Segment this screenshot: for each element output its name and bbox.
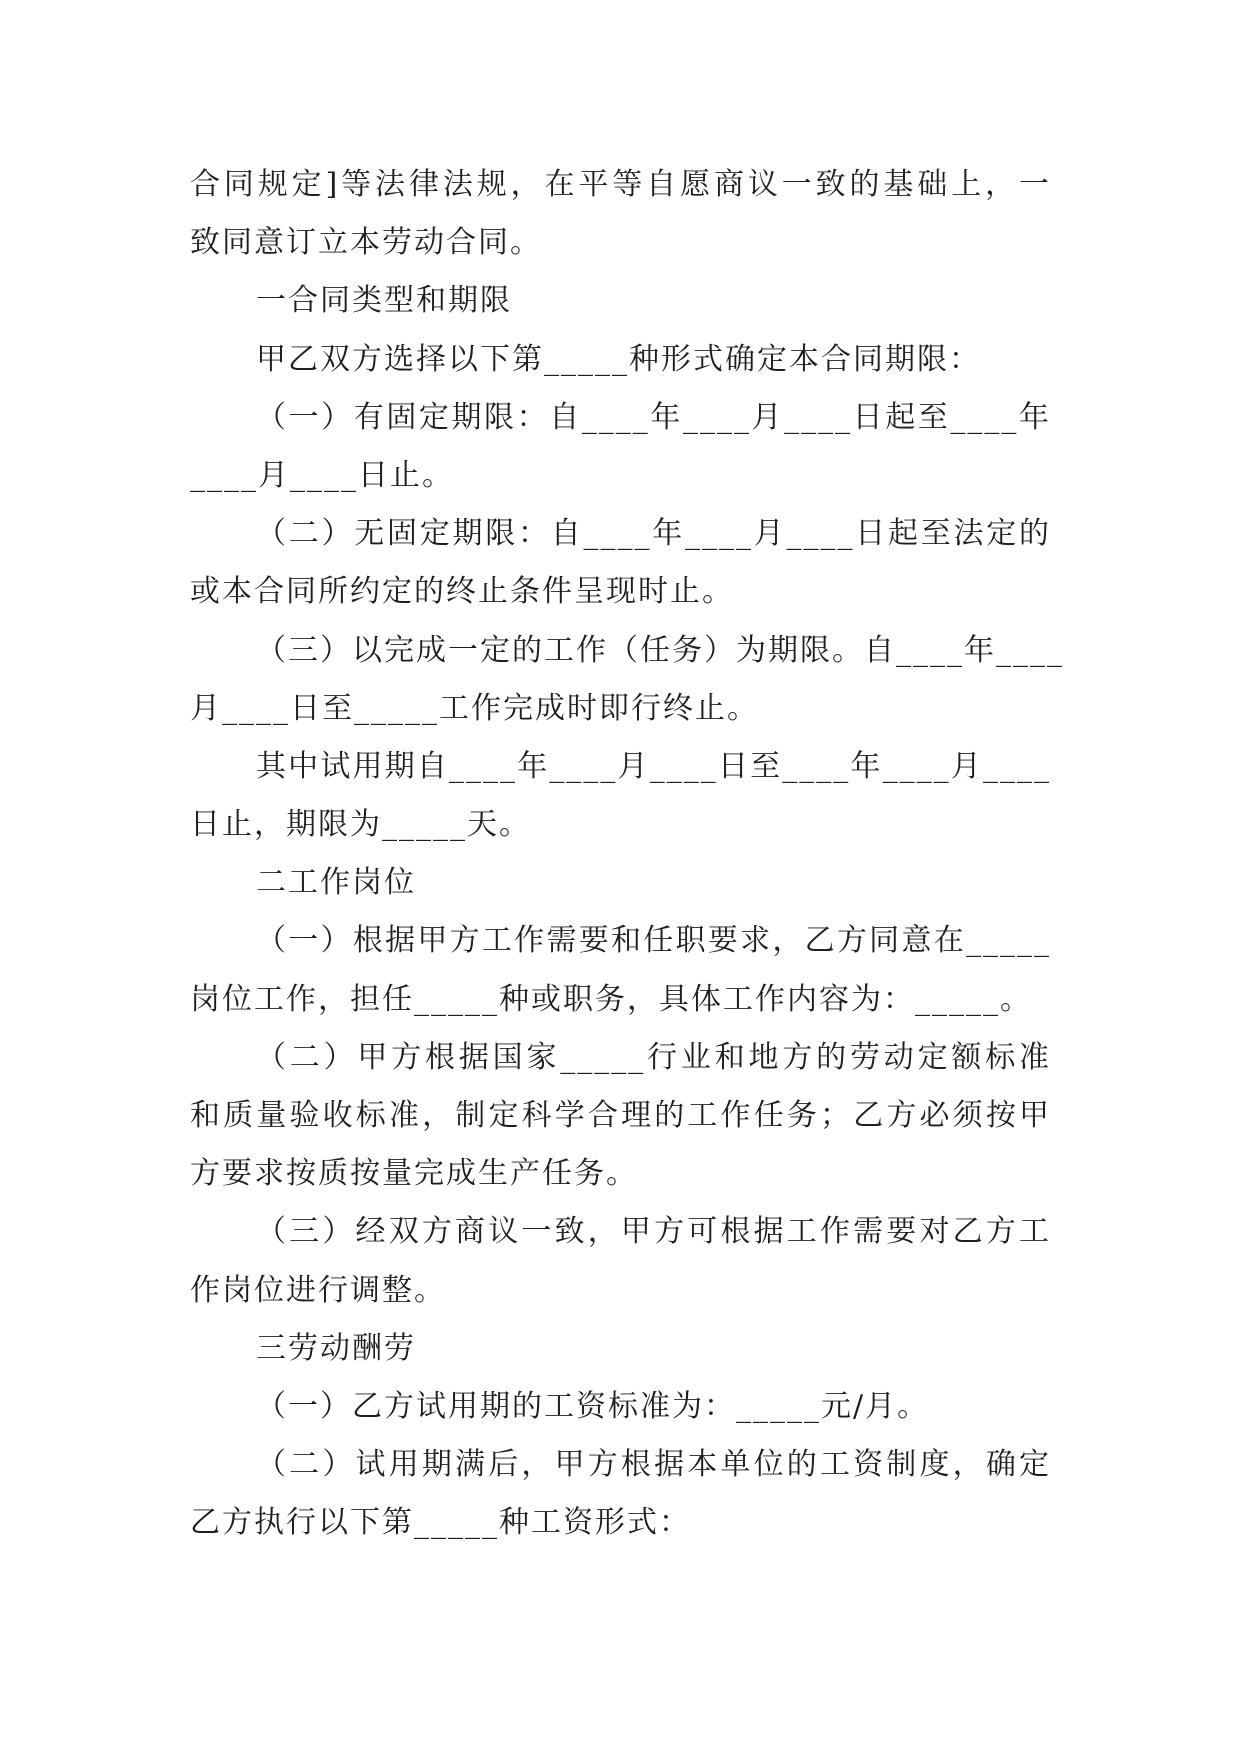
paragraph (190, 1029, 1051, 1204)
text-line: 或本合同所约定的终止条件呈现时止。 (190, 574, 734, 610)
text-line: 致同意订立本劳动合同。 (190, 225, 542, 261)
paragraph (190, 156, 1051, 272)
text-line: 合同规定]等法律法规，在平等自愿商议一致的基础上，一 (190, 167, 1051, 202)
section-heading (190, 854, 1051, 912)
section-heading (190, 272, 1051, 330)
section-heading (190, 1320, 1051, 1378)
text-line: （一）乙方试用期的工资标准为：_____元/月。 (256, 1388, 930, 1424)
paragraph (190, 505, 1051, 621)
paragraph (190, 1203, 1051, 1319)
text-line: 作岗位进行调整。 (190, 1272, 446, 1308)
text-line: 月____日至_____工作完成时即行终止。 (190, 690, 759, 726)
text-line: 岗位工作，担任_____种或职务，具体工作内容为：_____。 (190, 981, 1032, 1017)
paragraph (190, 738, 1051, 854)
text-line: ____月____日止。 (190, 457, 454, 493)
text-line: （三）以完成一定的工作（任务）为期限。自____年____ (256, 632, 1064, 668)
text-line: 和质量验收标准，制定科学合理的工作任务；乙方必须按甲 (190, 1098, 1051, 1133)
section-heading-text: 三劳动酬劳 (256, 1330, 416, 1366)
text-line: （二）甲方根据国家_____行业和地方的劳动定额标准 (256, 1039, 1051, 1075)
text-line: 方要求按质按量完成生产任务。 (190, 1156, 638, 1192)
section-heading-text: 一合同类型和期限 (256, 283, 512, 319)
paragraph (190, 622, 1064, 738)
paragraph (190, 912, 1051, 1028)
document-body (190, 156, 1064, 1553)
text-line: （二）无固定期限：自____年____月____日起至法定的 (256, 516, 1051, 552)
text-line: （一）根据甲方工作需要和任职要求，乙方同意在_____ (256, 923, 1051, 959)
paragraph (190, 1436, 1051, 1552)
text-line: （三）经双方商议一致，甲方可根据工作需要对乙方工 (256, 1214, 1051, 1250)
paragraph (190, 331, 1051, 389)
text-line: （二）试用期满后，甲方根据本单位的工资制度，确定 (256, 1447, 1051, 1483)
text-line: （一）有固定期限：自____年____月____日起至____年 (256, 399, 1051, 435)
text-line: 甲乙双方选择以下第_____种形式确定本合同期限： (256, 341, 981, 377)
paragraph (190, 1378, 1051, 1436)
section-heading-text: 二工作岗位 (256, 865, 416, 901)
paragraph (190, 389, 1051, 505)
text-line: 乙方执行以下第_____种工资形式： (190, 1505, 691, 1541)
text-line: 日止，期限为_____天。 (190, 807, 531, 843)
text-line: 其中试用期自____年____月____日至____年____月____ (256, 748, 1051, 784)
